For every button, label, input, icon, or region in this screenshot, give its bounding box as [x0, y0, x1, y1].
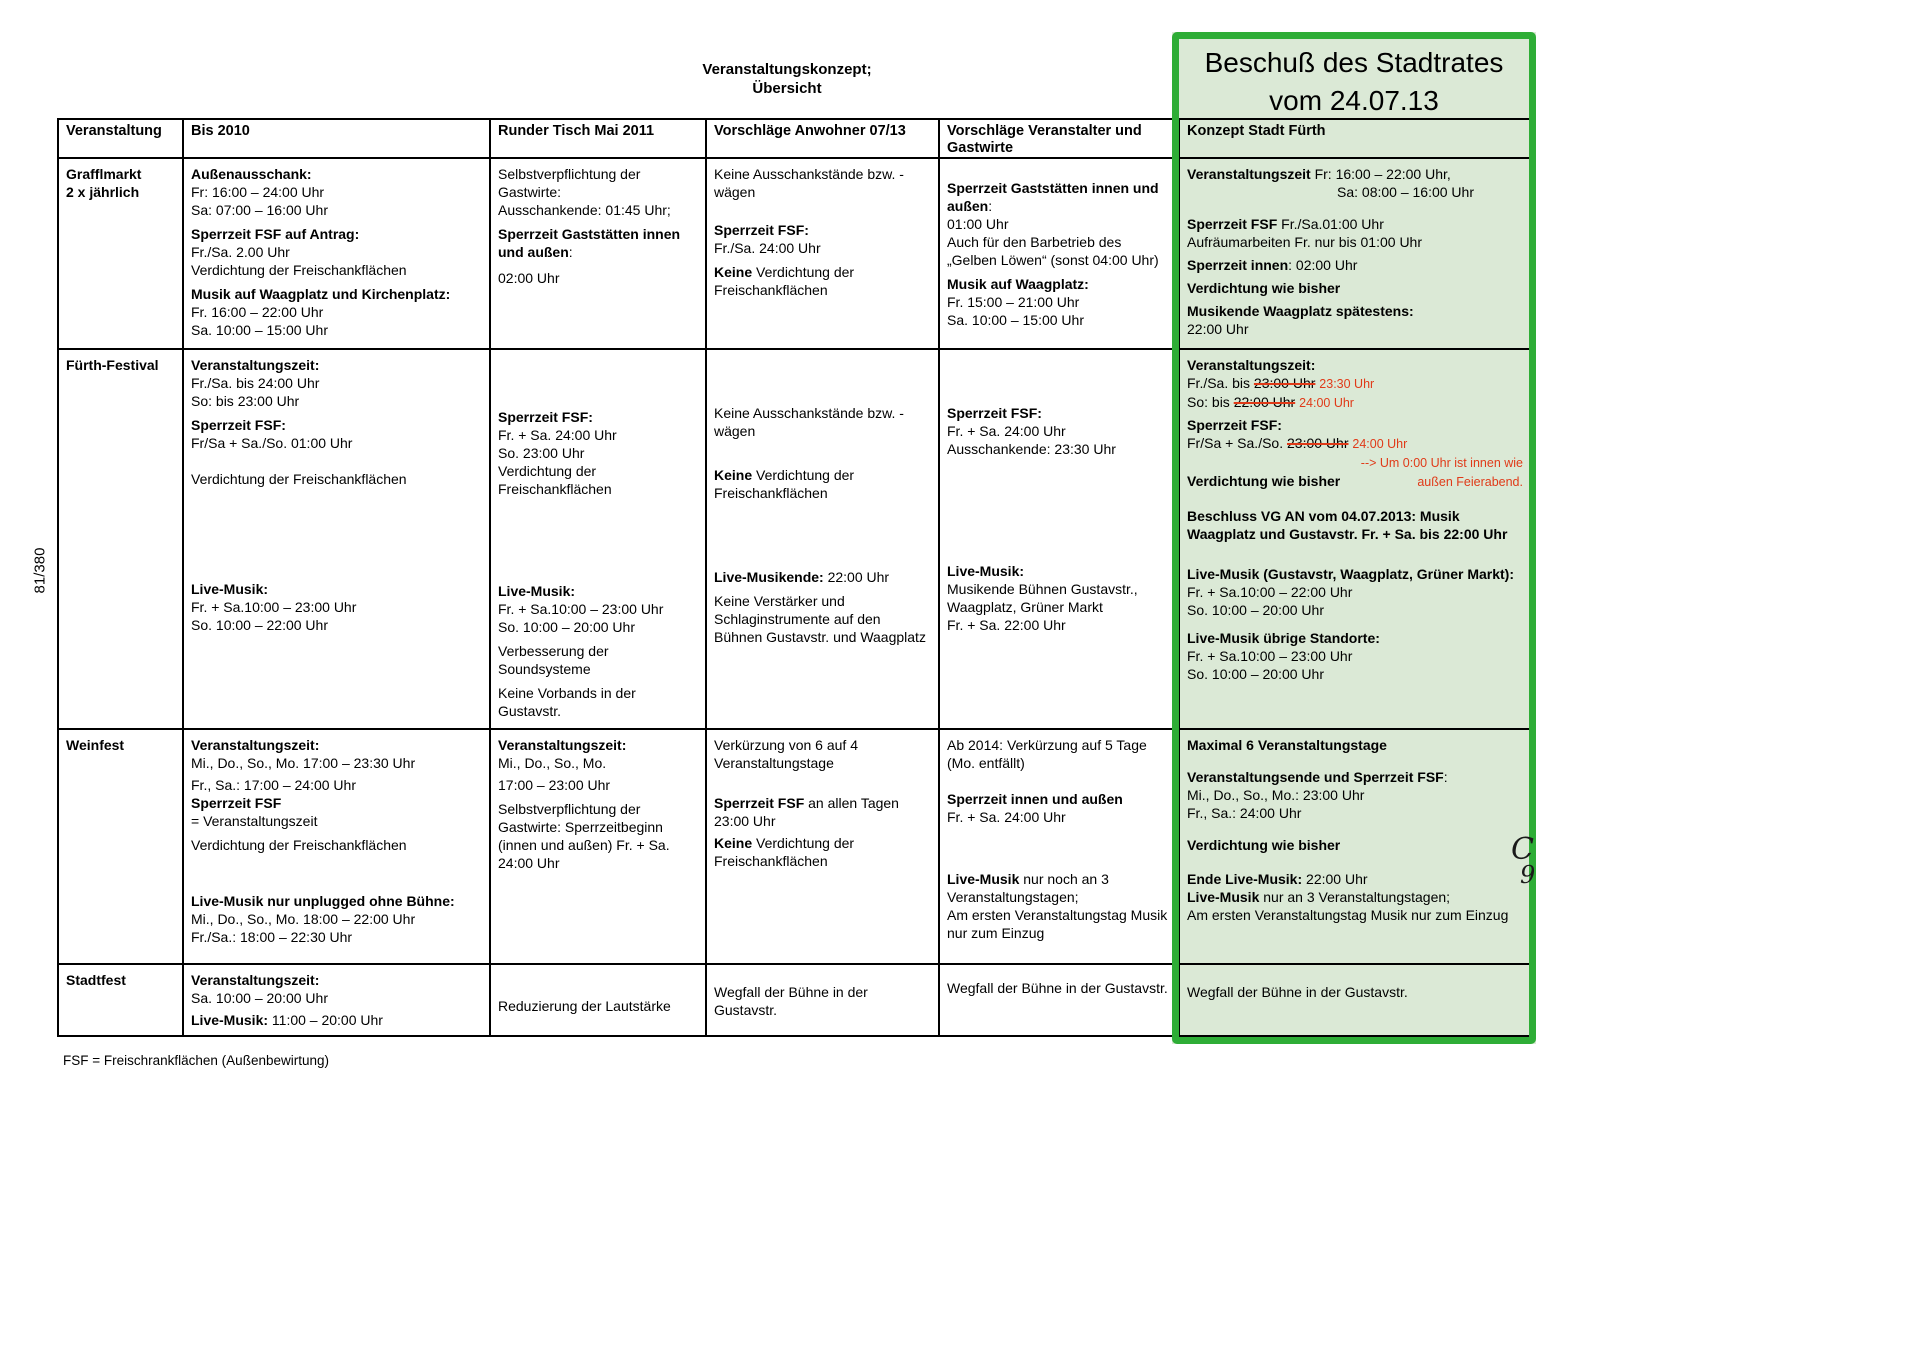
- text-line: Maximal 6 Veranstaltungstage: [1187, 737, 1387, 753]
- text-line: Am ersten Veranstaltungstag Musik nur zum Einzug: [1187, 907, 1509, 923]
- table-row: [58, 349, 1531, 729]
- text-line: Fürth-Festival: [66, 357, 159, 373]
- page-title-line1: Veranstaltungskonzept;: [702, 61, 872, 78]
- text-line: Fr./Sa. bis 24:00 Uhr: [191, 375, 320, 391]
- event-cell: [58, 349, 183, 729]
- content-cell: [183, 964, 490, 1036]
- text-line: Live-Musikende: 22:00 Uhr: [714, 569, 890, 585]
- text-line: Ausschankende: 01:45 Uhr;: [498, 202, 671, 218]
- content-cell: [706, 964, 939, 1036]
- text-line: = Veranstaltungszeit: [191, 813, 318, 829]
- text-line: Grafflmarkt: [66, 166, 142, 182]
- text-line: Sperrzeit FSF:: [1187, 417, 1282, 433]
- text-line: Mi., Do., So., Mo. 17:00 – 23:30 Uhr: [191, 755, 416, 771]
- table-row: [58, 158, 1531, 349]
- text-line: Selbstverpflichtung der Gastwirte:: [498, 166, 641, 200]
- text-line: So. 23:00 Uhr: [498, 445, 585, 461]
- text-line: Fr. + Sa. 24:00 Uhr: [947, 809, 1066, 825]
- page-title-line2: Übersicht: [752, 80, 822, 97]
- text-line: Sperrzeit FSF:: [191, 417, 286, 433]
- text-line: Musikende Waagplatz spätestens:: [1187, 303, 1414, 319]
- text-line: --> Um 0:00 Uhr ist innen wie: [1360, 456, 1523, 470]
- text-line: Ende Live-Musik: 22:00 Uhr: [1187, 871, 1368, 887]
- text-line: Fr. + Sa. 22:00 Uhr: [947, 617, 1066, 633]
- text-line: Veranstaltungszeit:: [498, 737, 627, 753]
- text-line: Fr./Sa. bis 23:00 Uhr 23:30 Uhr: [1187, 375, 1375, 391]
- text-line: Verdichtung der Freischankflächen: [191, 262, 407, 278]
- text-line: Verbesserung der Soundsysteme: [498, 643, 609, 677]
- content-cell: [939, 158, 1179, 349]
- content-cell: [183, 349, 490, 729]
- decision-title-line2: vom 24.07.13: [1269, 85, 1439, 116]
- content-cell: [706, 349, 939, 729]
- text-line: Veranstaltungszeit:: [191, 972, 320, 988]
- column-header-4: Vorschläge Anwohner 07/13: [706, 119, 939, 158]
- text-line: Fr/Sa + Sa./So. 23:00 Uhr 24:00 Uhr: [1187, 435, 1408, 451]
- text-line: Keine Verstärker und Schlaginstrumente auf den Bühnen Gustavstr. und Waagplatz: [714, 593, 926, 645]
- footnote: FSF = Freischrankflächen (Außenbewirtung): [63, 1053, 329, 1068]
- table-row: [58, 729, 1531, 964]
- text-line: Sa: 07:00 – 16:00 Uhr: [191, 202, 328, 218]
- text-line: Keine Ausschankstände bzw. - wägen: [714, 166, 904, 200]
- text-line: Fr. + Sa. 24:00 Uhr: [947, 423, 1066, 439]
- text-line: Wegfall der Bühne in der Gustavstr.: [947, 980, 1168, 996]
- text-line: Mi., Do., So., Mo. 18:00 – 22:00 Uhr: [191, 911, 416, 927]
- text-line: Veranstaltungszeit:: [191, 737, 320, 753]
- text-line: 22:00 Uhr: [1187, 321, 1249, 337]
- text-line: Sa: 08:00 – 16:00 Uhr: [1337, 184, 1474, 200]
- text-line: Sperrzeit Gaststätten innen und außen:: [498, 226, 681, 260]
- text-line: Veranstaltungszeit Fr: 16:00 – 22:00 Uhr,: [1187, 166, 1451, 182]
- text-line: Außenausschank:: [191, 166, 312, 182]
- text-line: Sperrzeit innen: 02:00 Uhr: [1187, 257, 1358, 273]
- content-cell: [183, 158, 490, 349]
- text-line: Live-Musik:: [498, 583, 576, 599]
- text-line: Live-Musik nur noch an 3 Veranstaltungstagen;: [947, 871, 1109, 905]
- text-line: Verdichtung der Freischankflächen: [191, 471, 407, 487]
- text-line: 02:00 Uhr: [498, 270, 560, 286]
- content-cell: [1179, 158, 1531, 349]
- event-cell: [58, 729, 183, 964]
- text-line: Verdichtung wie bisher: [1187, 280, 1341, 296]
- text-line: Keine Verdichtung der Freischankflächen: [714, 467, 855, 501]
- text-line: Verdichtung wie bisher: [1187, 837, 1341, 853]
- text-line: Fr., Sa.: 17:00 – 24:00 Uhr: [191, 777, 356, 793]
- text-line: Fr. 16:00 – 22:00 Uhr: [191, 304, 324, 320]
- text-line: Sperrzeit FSF Fr./Sa.01:00 Uhr: [1187, 216, 1384, 232]
- overview-table: [57, 118, 1532, 1037]
- text-line: Sperrzeit FSF:: [714, 222, 809, 238]
- text-line: Am ersten Veranstaltungstag Musik nur zum Einzug: [947, 907, 1168, 941]
- text-line: Wegfall der Bühne in der Gustavstr.: [1187, 984, 1408, 1000]
- text-line: Live-Musik nur unplugged ohne Bühne:: [191, 893, 455, 909]
- table-header: [58, 119, 1531, 158]
- text-line: Sperrzeit innen und außen: [947, 791, 1123, 807]
- text-line: Keine Ausschankstände bzw. - wägen: [714, 405, 904, 439]
- content-cell: [1179, 964, 1531, 1036]
- text-line: Fr. 15:00 – 21:00 Uhr: [947, 294, 1080, 310]
- text-line: Mi., Do., So., Mo.: [498, 755, 607, 771]
- text-line: So. 10:00 – 20:00 Uhr: [498, 619, 635, 635]
- handwritten-mark: [1511, 832, 1536, 889]
- text-line: Sa. 10:00 – 15:00 Uhr: [947, 312, 1084, 328]
- content-cell: [939, 349, 1179, 729]
- column-header-6: Konzept Stadt Fürth: [1179, 119, 1531, 158]
- column-header-1: Veranstaltung: [58, 119, 183, 158]
- text-line: Sa. 10:00 – 20:00 Uhr: [191, 990, 328, 1006]
- text-line: Keine Verdichtung der Freischankflächen: [714, 835, 855, 869]
- text-line: So. 10:00 – 22:00 Uhr: [191, 617, 328, 633]
- text-line: Veranstaltungsende und Sperrzeit FSF:: [1187, 769, 1448, 785]
- content-cell: [183, 729, 490, 964]
- text-line: Keine Vorbands in der Gustavstr.: [498, 685, 636, 719]
- column-header-2: Bis 2010: [183, 119, 490, 158]
- text-line: Sperrzeit FSF an allen Tagen 23:00 Uhr: [714, 795, 899, 829]
- text-line: Musik auf Waagplatz und Kirchenplatz:: [191, 286, 451, 302]
- text-line: Fr. + Sa.10:00 – 23:00 Uhr: [1187, 648, 1353, 664]
- text-line: Live-Musik (Gustavstr, Waagplatz, Grüner Markt):: [1187, 566, 1514, 582]
- content-cell: [490, 158, 706, 349]
- text-line: Reduzierung der Lautstärke: [498, 998, 671, 1014]
- text-line: Live-Musik: 11:00 – 20:00 Uhr: [191, 1012, 383, 1028]
- text-line: Aufräumarbeiten Fr. nur bis 01:00 Uhr: [1187, 234, 1423, 250]
- text-line: 2 x jährlich: [66, 184, 140, 200]
- handwritten-mark-2: 9: [1520, 861, 1536, 889]
- header-row: [58, 119, 1531, 158]
- text-line: Weinfest: [66, 737, 125, 753]
- text-line: Stadtfest: [66, 972, 126, 988]
- text-line: So. 10:00 – 20:00 Uhr: [1187, 666, 1324, 682]
- content-cell: [706, 158, 939, 349]
- text-line: Fr/Sa + Sa./So. 01:00 Uhr: [191, 435, 353, 451]
- text-line: Keine Verdichtung der Freischankflächen: [714, 264, 855, 298]
- text-line: Fr., Sa.: 24:00 Uhr: [1187, 805, 1302, 821]
- text-line: Ab 2014: Verkürzung auf 5 Tage (Mo. entfällt): [947, 737, 1147, 771]
- text-line: Beschluss VG AN vom 04.07.2013: Musik Waagplatz und Gustavstr. Fr. + Sa. bis 22:00 Uhr: [1187, 508, 1508, 542]
- text-line: Fr. + Sa.10:00 – 23:00 Uhr: [498, 601, 664, 617]
- text-line: 01:00 Uhr: [947, 216, 1009, 232]
- text-line: So. 10:00 – 20:00 Uhr: [1187, 602, 1324, 618]
- side-page-number: 81/380: [31, 547, 49, 594]
- text-line: Verdichtung wie bisher außen Feierabend.: [1187, 473, 1523, 489]
- text-line: Musikende Bühnen Gustavstr., Waagplatz, Grüner Markt: [947, 581, 1138, 615]
- text-line: Fr. + Sa. 24:00 Uhr: [498, 427, 617, 443]
- handwritten-mark-1: C: [1511, 832, 1534, 867]
- text-line: Fr: 16:00 – 24:00 Uhr: [191, 184, 325, 200]
- content-cell: [490, 729, 706, 964]
- table-body: [58, 158, 1531, 1036]
- column-header-5: Vorschläge Veranstalter und Gastwirte: [939, 119, 1179, 158]
- text-line: Sperrzeit FSF: [191, 795, 282, 811]
- text-line: Selbstverpflichtung der Gastwirte: Sperrzeitbeginn (innen und außen) Fr. + Sa. 24:00 Uhr: [498, 801, 670, 871]
- event-cell: [58, 964, 183, 1036]
- content-cell: [939, 964, 1179, 1036]
- text-line: Verdichtung der Freischankflächen: [498, 463, 612, 497]
- text-line: Fr. + Sa.10:00 – 22:00 Uhr: [1187, 584, 1353, 600]
- text-line: Live-Musik übrige Standorte:: [1187, 630, 1380, 646]
- text-line: Fr. + Sa.10:00 – 23:00 Uhr: [191, 599, 357, 615]
- decision-title-line1: Beschuß des Stadtrates: [1204, 47, 1504, 78]
- text-line: Verdichtung der Freischankflächen: [191, 837, 407, 853]
- content-cell: [939, 729, 1179, 964]
- content-cell: [706, 729, 939, 964]
- text-line: Verkürzung von 6 auf 4 Veranstaltungstage: [714, 737, 858, 771]
- text-line: Sperrzeit FSF auf Antrag:: [191, 226, 360, 242]
- text-line: Ausschankende: 23:30 Uhr: [947, 441, 1116, 457]
- content-cell: [490, 349, 706, 729]
- text-line: Sperrzeit FSF:: [498, 409, 593, 425]
- text-line: Sa. 10:00 – 15:00 Uhr: [191, 322, 328, 338]
- text-line: Mi., Do., So., Mo.: 23:00 Uhr: [1187, 787, 1365, 803]
- text-line: Fr./Sa.: 18:00 – 22:30 Uhr: [191, 929, 353, 945]
- text-line: Auch für den Barbetrieb des „Gelben Löwen“ (sonst 04:00 Uhr): [947, 234, 1159, 268]
- text-line: So: bis 23:00 Uhr: [191, 393, 300, 409]
- decision-box-title: [1178, 44, 1530, 120]
- text-line: Wegfall der Bühne in der Gustavstr.: [714, 984, 868, 1018]
- text-line: Fr./Sa. 24:00 Uhr: [714, 240, 821, 256]
- content-cell: [1179, 729, 1531, 964]
- text-line: Sperrzeit FSF:: [947, 405, 1042, 421]
- text-line: Live-Musik nur an 3 Veranstaltungstagen;: [1187, 889, 1451, 905]
- column-header-3: Runder Tisch Mai 2011: [490, 119, 706, 158]
- content-cell: [490, 964, 706, 1036]
- text-line: Sperrzeit Gaststätten innen und außen:: [947, 180, 1159, 214]
- text-line: Fr./Sa. 2.00 Uhr: [191, 244, 290, 260]
- text-line: Live-Musik:: [191, 581, 269, 597]
- text-line: So: bis 22:00 Uhr 24:00 Uhr: [1187, 394, 1354, 410]
- text-line: Live-Musik:: [947, 563, 1025, 579]
- text-line: Veranstaltungszeit:: [191, 357, 320, 373]
- content-cell: [1179, 349, 1531, 729]
- table-row: [58, 964, 1531, 1036]
- event-cell: [58, 158, 183, 349]
- text-line: Musik auf Waagplatz:: [947, 276, 1089, 292]
- text-line: 17:00 – 23:00 Uhr: [498, 777, 611, 793]
- text-line: Veranstaltungszeit:: [1187, 357, 1316, 373]
